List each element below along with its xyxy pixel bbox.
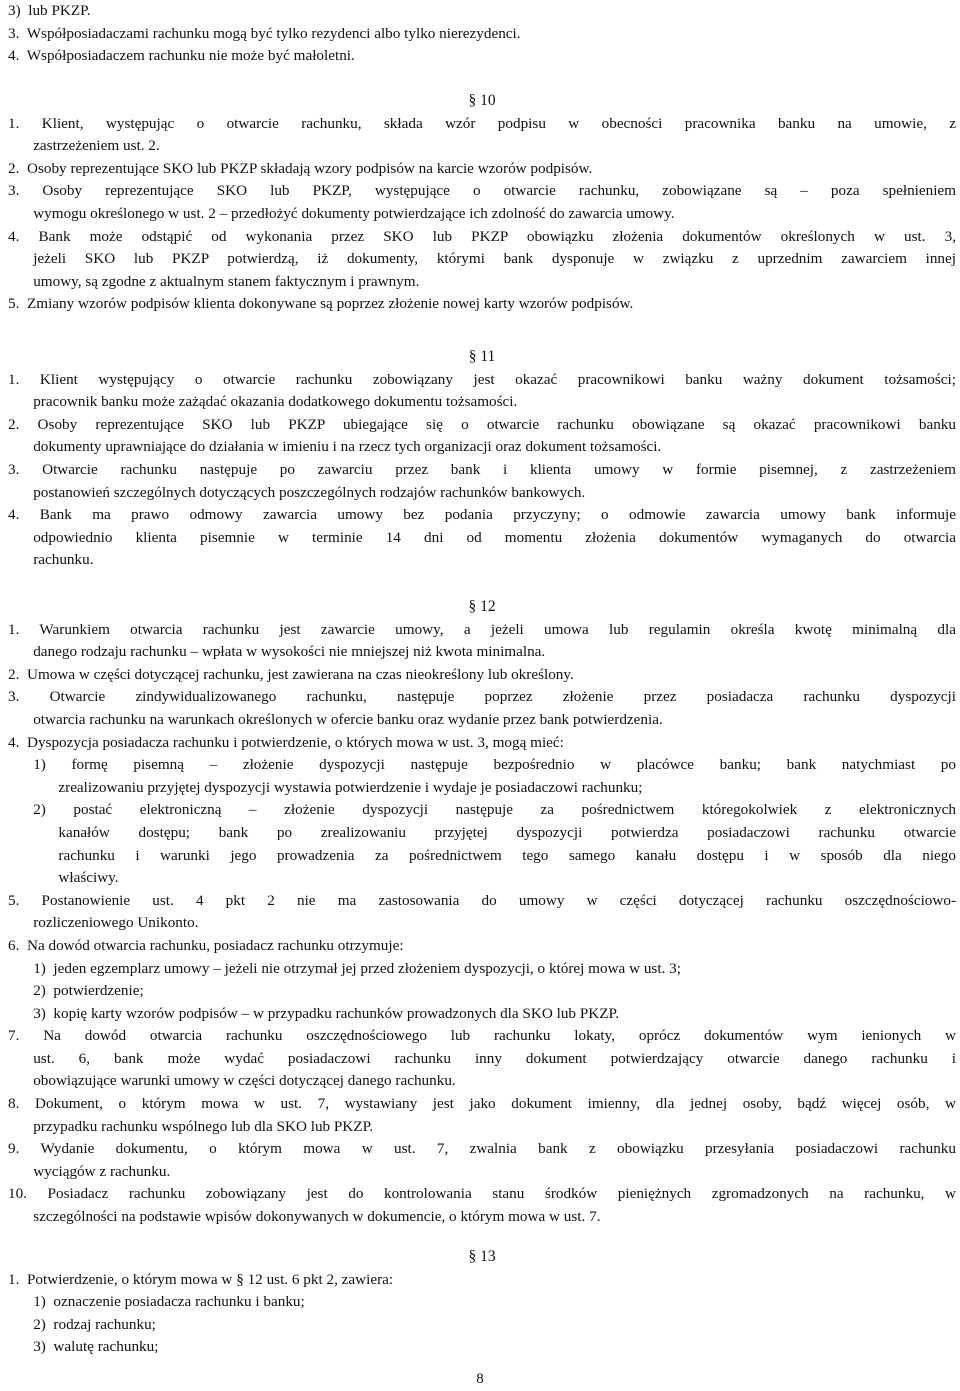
- page-number: 8: [476, 1371, 484, 1387]
- paragraph-line: 3. Osoby reprezentujące SKO lub PKZP, występujące o otwarcie rachunku, zobowiązane są – poza spełnieniem: [8, 182, 956, 200]
- paragraph-line: 2) postać elektroniczną – złożenie dyspozycji następuje za pośrednictwem któregokolwiek z elektronicznych: [33, 801, 956, 819]
- paragraph-line: 4. Bank ma prawo odmowy zawarcia umowy bez podania przyczyny; o odmowie zawarcia umowy bank informuje: [8, 506, 956, 524]
- section-heading: § 12: [468, 598, 496, 615]
- paragraph-line: 4. Dyspozycja posiadacza rachunku i potwierdzenie, o których mowa w ust. 3, mogą mieć:: [8, 733, 564, 751]
- paragraph-line: 8. Dokument, o którym mowa w ust. 7, wystawiany jest jako dokument imienny, dla jednej osoby, bądź więcej osób, w: [8, 1095, 956, 1113]
- paragraph-line: odpowiednio klienta pisemnie w terminie 14 dni od momentu złożenia dokumentów wymaganych do otwarcia: [33, 528, 956, 546]
- paragraph-line: przypadku rachunku wspólnego lub dla SKO lub PKZP.: [33, 1117, 374, 1135]
- section-12: [8, 596, 956, 1229]
- paragraph-line: dokumenty uprawniające do działania w imieniu i na rzecz tych organizacji oraz dokument tożsamości.: [33, 438, 662, 456]
- paragraph-line: 5. Postanowienie ust. 4 pkt 2 nie ma zastosowania do umowy w części dotyczącej rachunku oszczędnościowo-: [8, 891, 956, 909]
- paragraph-line: zrealizowaniu przyjętej dyspozycji wystawia potwierdzenie i wydaje je posiadaczowi rachunku;: [58, 778, 643, 796]
- paragraph-line: 2) rodzaj rachunku;: [33, 1315, 156, 1333]
- section-11: [8, 346, 956, 572]
- paragraph-line: obowiązujące warunki umowy w części dotyczącej danego rachunku.: [33, 1072, 456, 1090]
- paragraph-line: 1. Klient występujący o otwarcie rachunku zobowiązany jest okazać pracownikowi banku ważny dokument tożsamości;: [8, 370, 956, 388]
- paragraph-line: postanowień szczególnych dotyczących poszczególnych rodzajów rachunków bankowych.: [33, 483, 586, 501]
- paragraph-line: 2) potwierdzenie;: [33, 982, 144, 1000]
- section-heading: § 10: [468, 92, 496, 109]
- paragraph-line: wyciągów z rachunku.: [33, 1162, 171, 1180]
- paragraph-line: wymogu określonego w ust. 2 – przedłożyć dokumenty potwierdzające ich zdolność do zawarcia umowy.: [33, 204, 675, 222]
- paragraph-line: jeżeli SKO lub PKZP potwierdzą, iż dokumenty, którymi bank dysponuje w związku z uprzednim zawarciem innej: [33, 250, 956, 268]
- paragraph-line: 1) jeden egzemplarz umowy – jeżeli nie otrzymał jej przed złożeniem dyspozycji, o której mowa w ust. 3;: [33, 959, 681, 977]
- section-top: [8, 0, 956, 68]
- paragraph-line: otwarcia rachunku na warunkach określonych w ofercie banku oraz wydanie przez bank potwierdzenia.: [33, 710, 663, 728]
- paragraph-line: 1. Warunkiem otwarcia rachunku jest zawarcie umowy, a jeżeli umowa lub regulamin określa kwotę minimalną dla: [8, 620, 956, 638]
- paragraph-line: rachunku i warunki jego prowadzenia za pośrednictwem tego samego kanału dostępu i w sposób dla niego: [58, 846, 956, 864]
- paragraph-line: pracownik banku może zażądać okazania dodatkowego dokumentu tożsamości.: [33, 393, 518, 411]
- paragraph-line: 4. Bank może odstąpić od wykonania przez SKO lub PKZP obowiązku złożenia dokumentów określonych w ust. 3,: [8, 227, 956, 245]
- paragraph-line: 3. Współposiadaczami rachunku mogą być tylko rezydenci albo tylko nierezydenci.: [8, 24, 521, 42]
- paragraph-line: 10. Posiadacz rachunku zobowiązany jest do kontrolowania stanu środków pieniężnych zgromadzonych na rachunku, w: [8, 1185, 956, 1203]
- paragraph-line: 9. Wydanie dokumentu, o którym mowa w ust. 7, zwalnia bank z obowiązku przesyłania posiadaczowi rachunku: [8, 1140, 956, 1158]
- paragraph-line: 2. Osoby reprezentujące SKO lub PKZP ubiegające się o otwarcie rachunku obowiązane są okazać pracownikowi banku: [8, 415, 956, 433]
- paragraph-line: 5. Zmiany wzorów podpisów klienta dokonywane są poprzez złożenie nowej karty wzorów podpisów.: [8, 295, 634, 313]
- paragraph-line: kanałów dostępu; bank po zrealizowaniu przyjętej dyspozycji potwierdza posiadaczowi rachunku otwarcie: [58, 823, 956, 841]
- paragraph-line: 2. Osoby reprezentujące SKO lub PKZP składają wzory podpisów na karcie wzorów podpisów.: [8, 159, 593, 177]
- paragraph-line: 1. Potwierdzenie, o którym mowa w § 12 ust. 6 pkt 2, zawiera:: [8, 1270, 394, 1288]
- paragraph-line: 6. Na dowód otwarcia rachunku, posiadacz rachunku otrzymuje:: [8, 936, 404, 954]
- paragraph-line: 3. Otwarcie rachunku następuje po zawarciu przez bank i klienta umowy w formie pisemnej, z zastrzeżeniem: [8, 460, 956, 478]
- paragraph-line: szczególności na podstawie wpisów dokonywanych w dokumencie, o którym mowa w ust. 7.: [33, 1208, 601, 1226]
- paragraph-line: danego rodzaju rachunku – wpłata w wysokości nie mniejszej niż kwota minimalna.: [33, 643, 546, 661]
- paragraph-line: 2. Umowa w części dotyczącej rachunku, jest zawierana na czas nieokreślony lub określony.: [8, 665, 574, 683]
- section-10: [8, 90, 956, 316]
- paragraph-line: właściwy.: [58, 869, 119, 887]
- paragraph-line: 3) lub PKZP.: [8, 2, 91, 19]
- paragraph-line: umowy, są zgodne z aktualnym stanem faktycznym i prawnym.: [33, 272, 420, 290]
- paragraph-line: 1) formę pisemną – złożenie dyspozycji następuje bezpośrednio w placówce banku; bank natychmiast po: [33, 756, 956, 774]
- paragraph-line: 1. Klient, występując o otwarcie rachunku, składa wzór podpisu w obecności pracownika banku na umowie, z: [8, 114, 956, 132]
- paragraph-line: rozliczeniowego Unikonto.: [33, 914, 199, 932]
- paragraph-line: 3) kopię karty wzorów podpisów – w przypadku rachunków prowadzonych dla SKO lub PKZP.: [33, 1004, 620, 1022]
- paragraph-line: 1) oznaczenie posiadacza rachunku i banku;: [33, 1293, 305, 1311]
- section-13: [8, 1246, 956, 1359]
- paragraph-line: 3. Otwarcie zindywidualizowanego rachunku, następuje poprzez złożenie przez posiadacza rachunku dyspozycji: [8, 688, 956, 706]
- paragraph-line: rachunku.: [33, 551, 94, 569]
- paragraph-line: 3) walutę rachunku;: [33, 1338, 159, 1356]
- paragraph-line: 7. Na dowód otwarcia rachunku oszczędnościowego lub rachunku lokaty, oprócz dokumentów wym ienionych w: [8, 1027, 956, 1045]
- section-heading: § 11: [468, 348, 496, 365]
- paragraph-line: zastrzeżeniem ust. 2.: [33, 137, 160, 155]
- section-heading: § 13: [468, 1248, 496, 1265]
- paragraph-line: 4. Współposiadaczem rachunku nie może być małoletni.: [8, 47, 355, 65]
- paragraph-line: ust. 6, bank może wydać posiadaczowi rachunku inny dokument potwierdzający otwarcie danego rachunku i: [33, 1049, 956, 1067]
